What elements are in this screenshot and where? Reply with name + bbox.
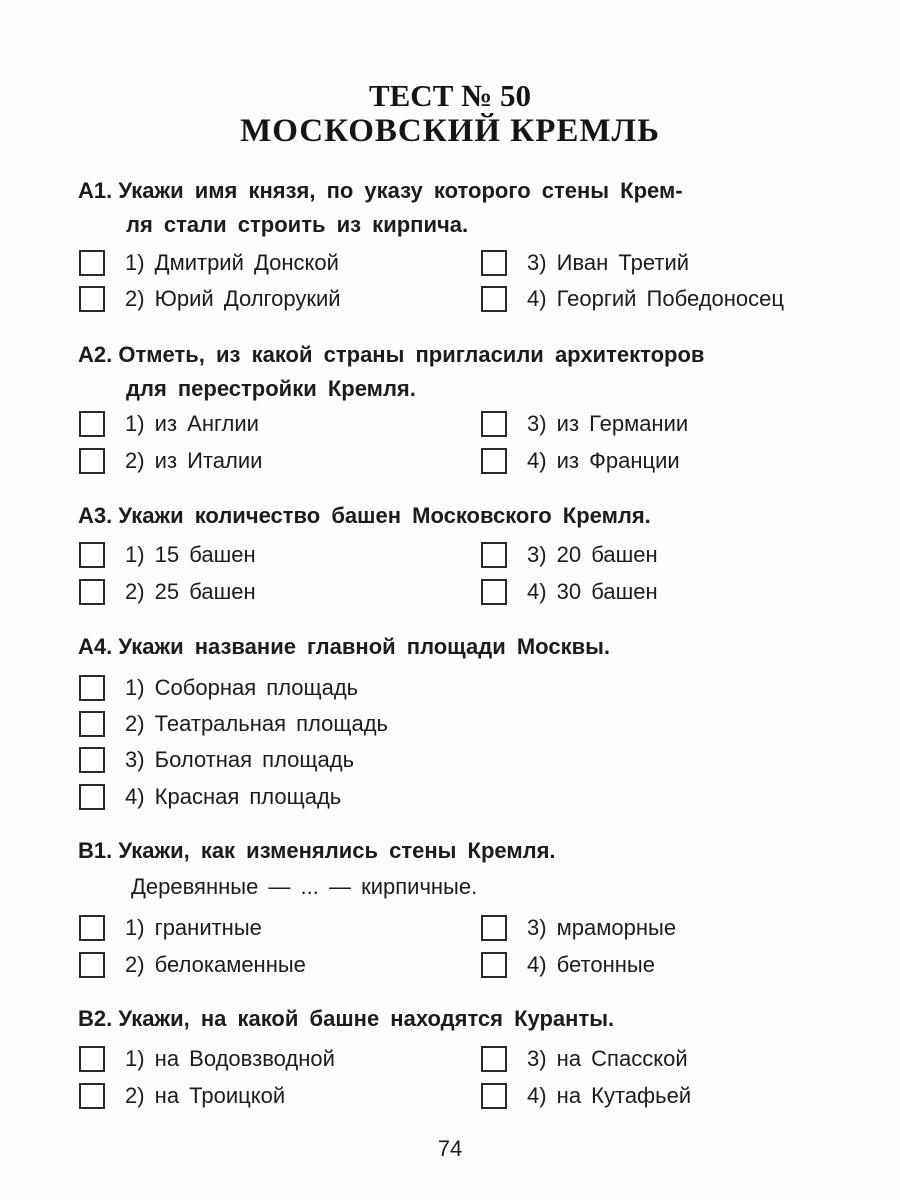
question-text-line-1: Укажи название главной площади Москвы. bbox=[118, 634, 610, 659]
answer-option-b2-3[interactable] bbox=[481, 1044, 688, 1074]
answer-checkbox[interactable] bbox=[481, 579, 507, 605]
answer-checkbox[interactable] bbox=[79, 542, 105, 568]
answer-option-b1-4[interactable] bbox=[481, 950, 655, 980]
question-a2 bbox=[78, 338, 868, 406]
answer-checkbox[interactable] bbox=[79, 952, 105, 978]
answer-label: 2) на Троицкой bbox=[125, 1083, 286, 1108]
question-a4 bbox=[78, 630, 868, 664]
answer-option-a2-4[interactable] bbox=[481, 446, 680, 476]
answer-checkbox[interactable] bbox=[481, 952, 507, 978]
answer-label: 3) Иван Третий bbox=[527, 250, 690, 275]
answer-option-a3-1[interactable] bbox=[79, 540, 256, 570]
answer-checkbox[interactable] bbox=[481, 1083, 507, 1109]
answer-label: 1) на Водовзводной bbox=[125, 1046, 335, 1071]
answer-option-a4-4[interactable] bbox=[79, 782, 341, 812]
answer-option-b2-1[interactable] bbox=[79, 1044, 335, 1074]
answer-label: 3) на Спасской bbox=[527, 1046, 688, 1071]
answer-label: 1) из Англии bbox=[125, 411, 259, 436]
answer-checkbox[interactable] bbox=[481, 448, 507, 474]
answer-label: 4) 30 башен bbox=[527, 579, 658, 604]
answer-label: 4) на Кутафьей bbox=[527, 1083, 692, 1108]
question-code: А1. bbox=[78, 178, 113, 203]
answer-checkbox[interactable] bbox=[481, 915, 507, 941]
answer-option-a4-1[interactable] bbox=[79, 673, 358, 703]
question-text-line-1: Укажи имя князя, по указу которого стены Крем- bbox=[118, 178, 683, 203]
question-subline: Деревянные — ... — кирпичные. bbox=[131, 874, 478, 899]
answer-option-b1-3[interactable] bbox=[481, 913, 676, 943]
answer-checkbox[interactable] bbox=[79, 448, 105, 474]
question-text-line-2: для перестройки Кремля. bbox=[126, 376, 416, 401]
answer-checkbox[interactable] bbox=[79, 411, 105, 437]
answer-label: 2) Театральная площадь bbox=[125, 711, 388, 736]
answer-label: 4) из Франции bbox=[527, 448, 680, 473]
answer-checkbox[interactable] bbox=[79, 286, 105, 312]
question-text-line-1: Укажи количество башен Московского Кремля. bbox=[118, 503, 651, 528]
answer-label: 4) бетонные bbox=[527, 952, 655, 977]
answer-label: 2) 25 башен bbox=[125, 579, 256, 604]
answer-label: 1) 15 башен bbox=[125, 542, 256, 567]
question-code: А2. bbox=[78, 342, 113, 367]
answer-label: 4) Георгий Победоносец bbox=[527, 286, 784, 311]
answer-label: 1) Дмитрий Донской bbox=[125, 250, 339, 275]
answer-option-a4-3[interactable] bbox=[79, 745, 354, 775]
answer-checkbox[interactable] bbox=[79, 579, 105, 605]
question-text-line-1: Укажи, на какой башне находятся Куранты. bbox=[118, 1006, 615, 1031]
question-code: А4. bbox=[78, 634, 113, 659]
answer-checkbox[interactable] bbox=[79, 250, 105, 276]
answer-label: 3) Болотная площадь bbox=[125, 747, 355, 772]
question-b1 bbox=[78, 834, 868, 868]
answer-option-b2-4[interactable] bbox=[481, 1081, 691, 1111]
answer-checkbox[interactable] bbox=[79, 915, 105, 941]
question-text-line-1: Отметь, из какой страны пригласили архитекторов bbox=[118, 342, 705, 367]
answer-label: 1) гранитные bbox=[125, 915, 262, 940]
answer-option-b1-1[interactable] bbox=[79, 913, 262, 943]
answer-label: 1) Соборная площадь bbox=[125, 675, 359, 700]
answer-checkbox[interactable] bbox=[481, 542, 507, 568]
answer-checkbox[interactable] bbox=[79, 747, 105, 773]
question-code: А3. bbox=[78, 503, 113, 528]
question-text-line-1: Укажи, как изменялись стены Кремля. bbox=[118, 838, 556, 863]
answer-option-a2-1[interactable] bbox=[79, 409, 259, 439]
question-b2 bbox=[78, 1002, 868, 1036]
answer-option-a3-3[interactable] bbox=[481, 540, 658, 570]
answer-label: 4) Красная площадь bbox=[125, 784, 342, 809]
answer-option-b1-2[interactable] bbox=[79, 950, 306, 980]
answer-option-a1-3[interactable] bbox=[481, 248, 689, 278]
answer-option-a2-3[interactable] bbox=[481, 409, 688, 439]
answer-label: 3) 20 башен bbox=[527, 542, 658, 567]
answer-checkbox[interactable] bbox=[79, 711, 105, 737]
answer-option-a2-2[interactable] bbox=[79, 446, 262, 476]
answer-label: 2) из Италии bbox=[125, 448, 263, 473]
answer-option-a4-2[interactable] bbox=[79, 709, 388, 739]
answer-option-a3-2[interactable] bbox=[79, 577, 256, 607]
answer-label: 2) Юрий Долгорукий bbox=[125, 286, 341, 311]
answer-label: 3) из Германии bbox=[527, 411, 689, 436]
answer-label: 3) мраморные bbox=[527, 915, 677, 940]
question-code: В2. bbox=[78, 1006, 113, 1031]
test-number-title: ТЕСТ № 50 bbox=[368, 78, 532, 113]
answer-checkbox[interactable] bbox=[79, 1046, 105, 1072]
question-a3 bbox=[78, 499, 868, 533]
answer-option-a1-4[interactable] bbox=[481, 284, 784, 314]
answer-checkbox[interactable] bbox=[79, 675, 105, 701]
answer-option-a1-2[interactable] bbox=[79, 284, 341, 314]
answer-checkbox[interactable] bbox=[481, 411, 507, 437]
answer-checkbox[interactable] bbox=[481, 250, 507, 276]
answer-option-b2-2[interactable] bbox=[79, 1081, 285, 1111]
answer-label: 2) белокаменные bbox=[125, 952, 306, 977]
question-code: В1. bbox=[78, 838, 113, 863]
answer-option-a1-1[interactable] bbox=[79, 248, 339, 278]
answer-checkbox[interactable] bbox=[79, 784, 105, 810]
answer-checkbox[interactable] bbox=[481, 286, 507, 312]
question-a1 bbox=[78, 174, 868, 242]
test-topic-title: МОСКОВСКИЙ КРЕМЛЬ bbox=[240, 113, 660, 149]
answer-checkbox[interactable] bbox=[481, 1046, 507, 1072]
answer-option-a3-4[interactable] bbox=[481, 577, 658, 607]
answer-checkbox[interactable] bbox=[79, 1083, 105, 1109]
page-number: 74 bbox=[437, 1136, 463, 1161]
question-text-line-2: ля стали строить из кирпича. bbox=[126, 212, 469, 237]
